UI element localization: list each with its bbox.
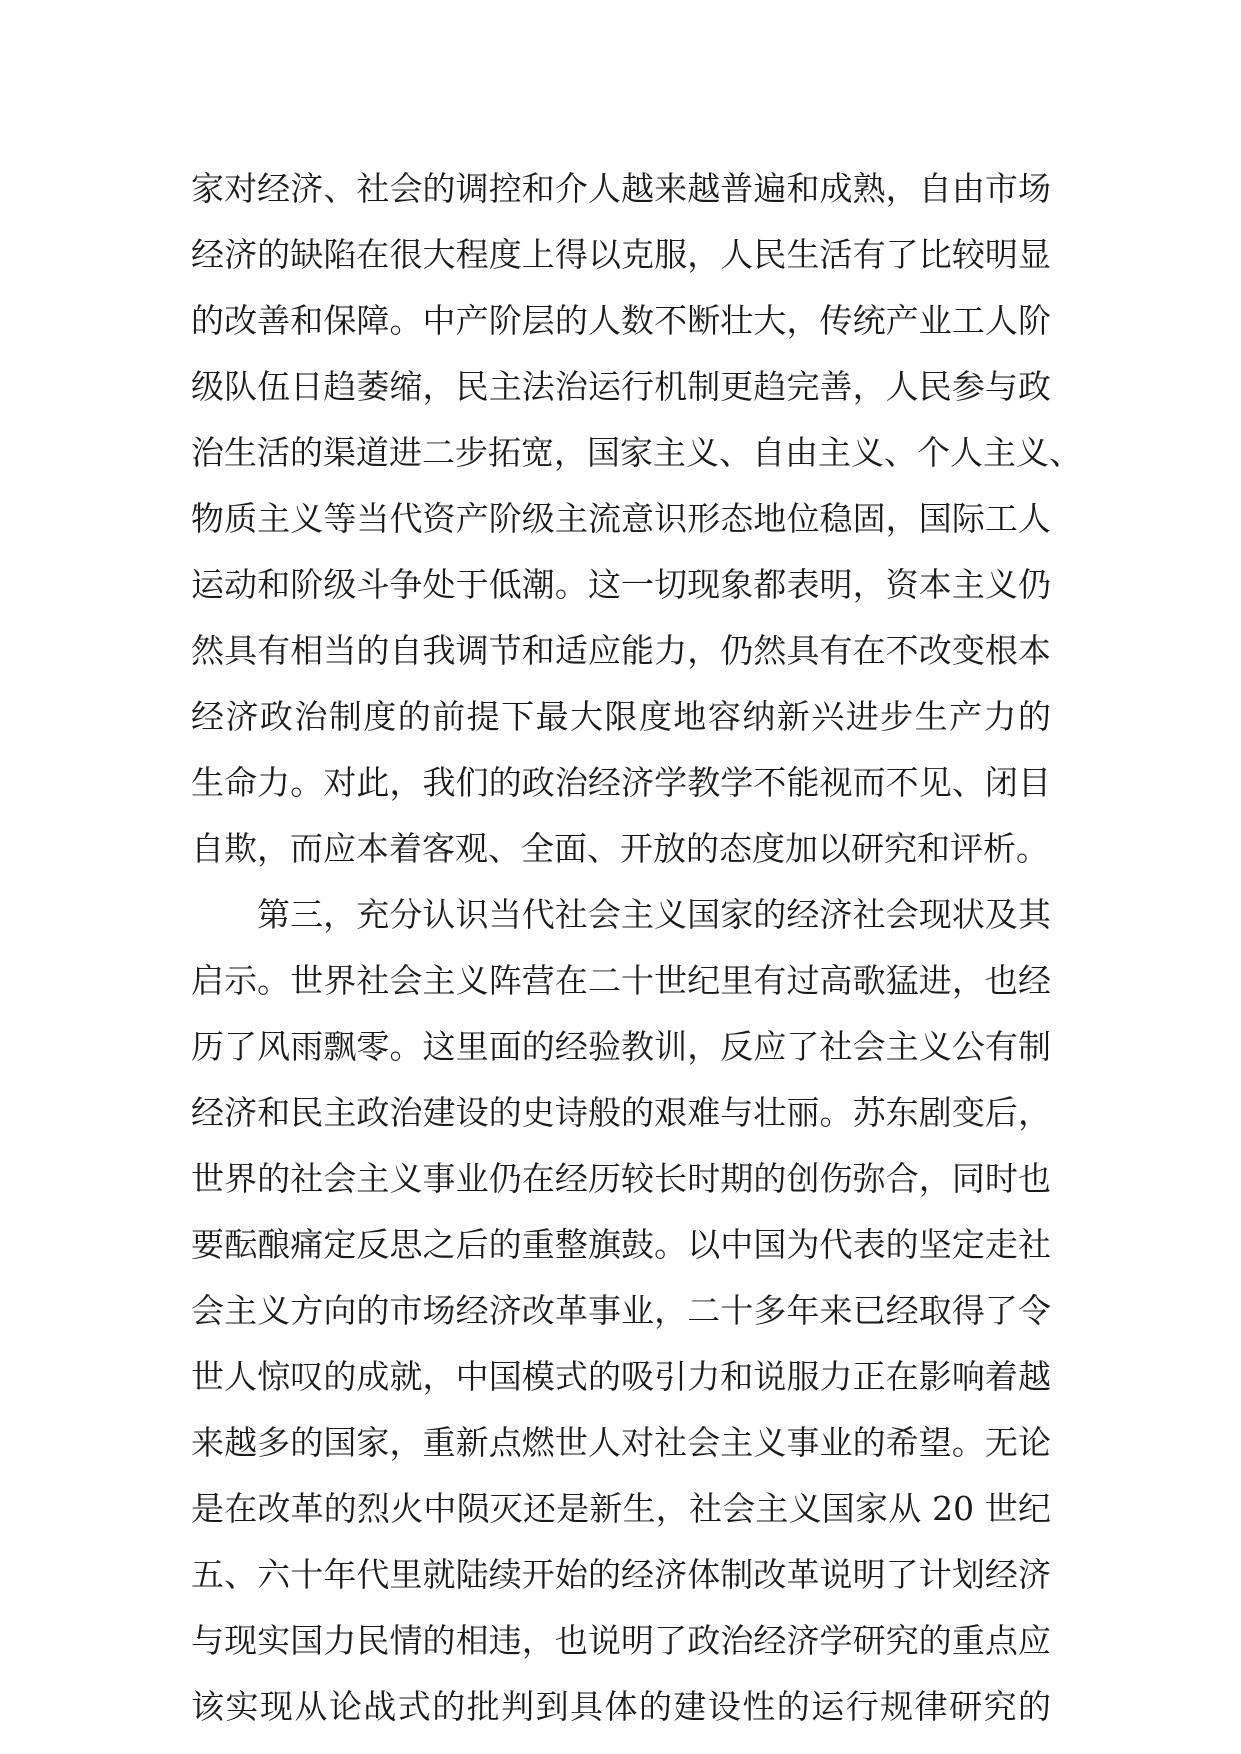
- text-line: 是在改革的烈火中陨灭还是新生，社会主义国家从 20 世纪: [191, 1489, 1051, 1528]
- text-line: 启示。世界社会主义阵营在二十世纪里有过高歌猛进，也经: [191, 961, 1051, 1000]
- body-text: [191, 156, 1082, 1740]
- text-line: 生命力。对此，我们的政治经济学教学不能视而不见、闭目: [191, 763, 1051, 802]
- text-line: 的改善和保障。中产阶层的人数不断壮大，传统产业工人阶: [191, 301, 1051, 340]
- text-line: 世人惊叹的成就，中国模式的吸引力和说服力正在影响着越: [191, 1357, 1051, 1396]
- text-line: 历了风雨飘零。这里面的经验教训，反应了社会主义公有制: [191, 1027, 1051, 1066]
- paragraph-first-line: 第三，充分认识当代社会主义国家的经济社会现状及其: [257, 895, 1051, 934]
- text-line: 经济的缺陷在很大程度上得以克服，人民生活有了比较明显: [191, 235, 1051, 274]
- text-line: 级队伍日趋萎缩，民主法治运行机制更趋完善，人民参与政: [191, 367, 1051, 406]
- text-line: 然具有相当的自我调节和适应能力，仍然具有在不改变根本: [191, 631, 1051, 670]
- text-line: 来越多的国家，重新点燃世人对社会主义事业的希望。无论: [191, 1423, 1051, 1462]
- text-line: 该实现从论战式的批判到具体的建设性的运行规律研究的: [191, 1687, 1051, 1726]
- text-line: 治生活的渠道进二步拓宽，国家主义、自由主义、个人主义、: [191, 433, 1082, 472]
- text-line: 世界的社会主义事业仍在经历较长时期的创伤弥合，同时也: [191, 1159, 1051, 1198]
- text-line: 物质主义等当代资产阶级主流意识形态地位稳固，国际工人: [191, 499, 1051, 538]
- text-line: 会主义方向的市场经济改革事业，二十多年来已经取得了令: [191, 1291, 1051, 1330]
- text-line: 自欺，而应本着客观、全面、开放的态度加以研究和评析。: [191, 829, 1049, 868]
- text-line: 经济和民主政治建设的史诗般的艰难与壮丽。苏东剧变后，: [191, 1093, 1051, 1132]
- text-line: 五、六十年代里就陆续开始的经济体制改革说明了计划经济: [191, 1555, 1051, 1594]
- text-line: 运动和阶级斗争处于低潮。这一切现象都表明，资本主义仍: [191, 565, 1051, 604]
- text-line: 家对经济、社会的调控和介人越来越普遍和成熟，自由市场: [191, 169, 1051, 208]
- text-line: 要酝酿痛定反思之后的重整旗鼓。以中国为代表的坚定走社: [191, 1225, 1051, 1264]
- text-line: 与现实国力民情的相违，也说明了政治经济学研究的重点应: [191, 1621, 1051, 1660]
- text-line: 经济政治制度的前提下最大限度地容纳新兴进步生产力的: [191, 697, 1051, 736]
